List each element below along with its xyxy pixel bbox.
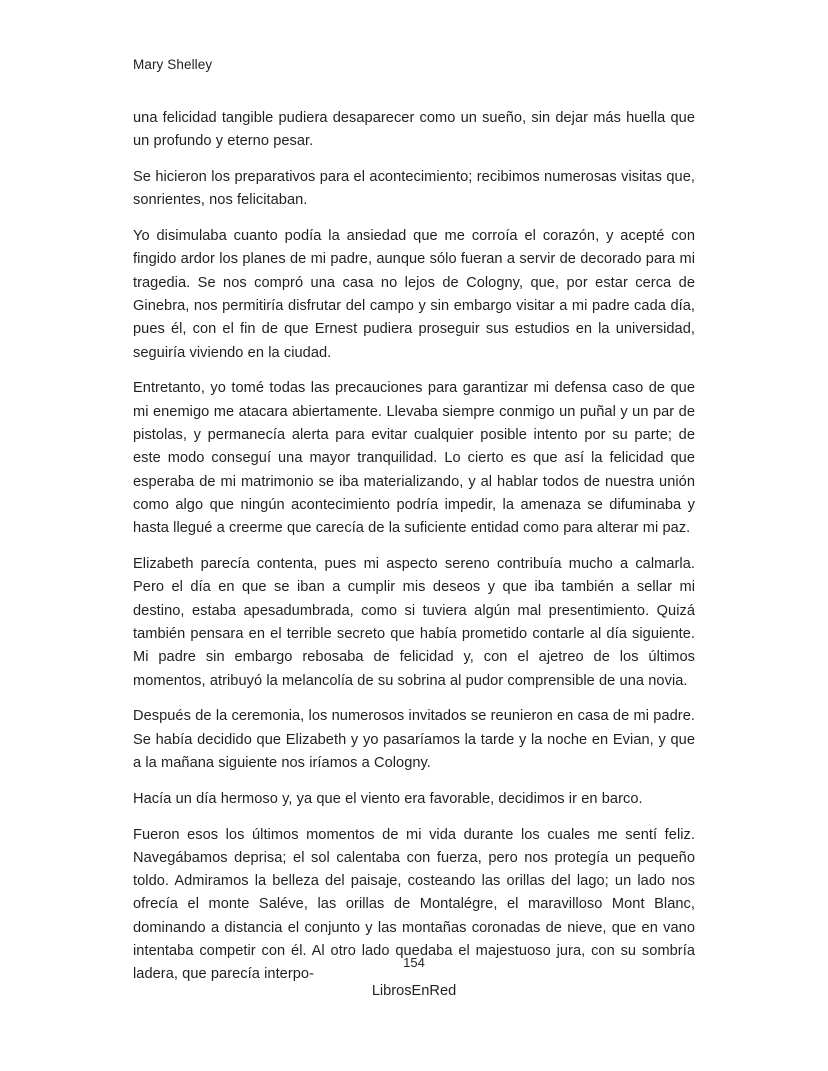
body-paragraph: Yo disimulaba cuanto podía la ansiedad que me corroía el corazón, y acepté con fingido ardor los planes de mi padre, aunque sólo fueran a servir de decorado para mi tragedia. Se nos compró una casa no lejos de Cologny, que, por estar cerca de Ginebra, nos permitiría disfrutar del campo y sin embargo visitar a mi padre cada día, pues él, con el fin de que Ernest pudiera proseguir sus estudios en la universidad, seguiría viviendo en la ciudad. [133,228,695,361]
body-paragraph: Hacía un día hermoso y, ya que el viento era favorable, decidimos ir en barco. [133,790,643,807]
body-paragraph: Se hicieron los preparativos para el acontecimiento; recibimos numerosas visitas que, sonrientes, nos felicitaban. [133,169,695,209]
body-paragraph: una felicidad tangible pudiera desaparecer como un sueño, sin dejar más huella que un profundo y eterno pesar. [133,110,695,150]
body-text-column [133,107,695,987]
body-paragraph: Entretanto, yo tomé todas las precauciones para garantizar mi defensa caso de que mi enemigo me atacara abiertamente. Llevaba siempre conmigo un puñal y un par de pistolas, y permanecía alerta para evitar cualquier posible intento por su parte; de este modo conseguí una mayor tranquilidad. Lo cierto es que así la felicidad que esperaba de mi matrimonio se iba materializando, y al hablar todos de nuestra unión como algo que ningún acontecimiento podría impedir, la amenaza se difuminaba y hasta llegué a creerme que carecía de la suficiente entidad como para alterar mi paz. [133,380,695,537]
body-paragraph: Fueron esos los últimos momentos de mi vida durante los cuales me sentí feliz. Navegábamos deprisa; el sol calentaba con fuerza, pero nos protegía un pequeño toldo. Admiramos la belleza del paisaje, costeando las orillas del lago; un lado nos ofrecía el monte Saléve, las orillas de Montalégre, el maravilloso Mont Blanc, dominando a distancia el conjunto y las montañas coronadas de nieve, que en vano intentaba competir con él. Al otro lado quedaba el majestuoso jura, con su sombría ladera, que parecía interpo- [133,826,695,983]
body-paragraph: Después de la ceremonia, los numerosos invitados se reunieron en casa de mi padre. Se había decidido que Elizabeth y yo pasaríamos la tarde y la noche en Evian, y que a la mañana siguiente nos iríamos a Cologny. [133,708,695,771]
running-head-author: Mary Shelley [133,57,213,72]
body-paragraph: Elizabeth parecía contenta, pues mi aspecto sereno contribuía mucho a calmarla. Pero el día en que se iban a cumplir mis deseos y que iba también a sellar mi destino, estaba apesadumbrada, como si tuviera algún mal presentimiento. Quizá también pensara en el terrible secreto que había prometido contarle al día siguiente. Mi padre sin embargo rebosaba de felicidad y, con el ajetreo de los últimos momentos, atribuyó la melancolía de su sobrina al pudor comprensible de una novia. [133,556,695,689]
page-number: 154 [403,955,425,970]
publisher-imprint: LibrosEnRed [371,983,457,999]
